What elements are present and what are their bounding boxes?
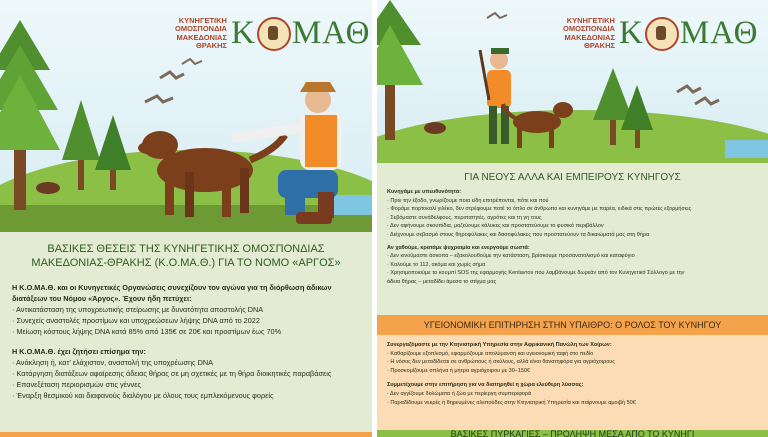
right-title: ΓΙΑ ΝΕΟΥΣ ΑΛΛΑ ΚΑΙ ΕΜΠΕΙΡΟΥΣ ΚΥΝΗΓΟΥΣ (464, 172, 681, 183)
logo-line: ΟΜΟΣΠΟΝΔΙΑ (175, 24, 227, 33)
list-item: · Επανεξέταση περιορισμών στις γέννες (12, 380, 141, 389)
list-item: · Η νόσος δεν μεταδίδεται σε ανθρώπους ή σκύλους, αλλά είναι θανατηφόρα για αγριόχοιρους (387, 359, 615, 366)
komath-logo (563, 15, 758, 52)
logo-subtitle (175, 17, 227, 51)
right-body (387, 188, 763, 287)
right-flyer-panel (377, 0, 768, 437)
left-text-box (0, 232, 372, 437)
list-item: · Κατάργηση διατάξεων αφαίρεσης άδειας θήρας σε μη σχετικές με τη θήρα διοικητικές παραβάσεις (12, 369, 332, 378)
health-text-box (377, 335, 768, 430)
section-heading: Αν χαθούμε, κρατάμε ψυχραιμία και ενεργούμε σωστά: (387, 244, 530, 251)
logo-line: ΟΜΟΣΠΟΝΔΙΑ (563, 24, 615, 33)
intro-text: Η Κ.Ο.ΜΑ.Θ. και οι Κυνηγετικές Οργανώσεις συνεχίζουν τον αγώνα για τη διόρθωση άδικων (12, 283, 332, 292)
dog-illustration (138, 131, 285, 217)
boar-icon (36, 182, 60, 194)
komath-logo (175, 15, 370, 52)
list-item: · Μείωση κόστους λήψης DNA κατά 85% από 135€ σε 20€ και προστίμων έως 70% (12, 327, 282, 336)
logo-letters: ΜΑΘ (291, 15, 371, 51)
bottom-orange-strip (0, 432, 372, 437)
list-item: · Δεν αφήνουμε σκουπίδια, μαζεύουμε κάλυκες και προστατεύουμε το φυσικό περιβάλλον (387, 223, 604, 230)
health-title-bar (377, 315, 768, 335)
bird-icon (182, 59, 202, 64)
list-item: · Καθαρίζουμε εξοπλισμό, εφαρμόζουμε απολύμανση και υγειονομική ταφή στο πεδίο (387, 350, 594, 357)
logo-line: ΚΥΝΗΓΕΤΙΚΗ (178, 15, 227, 25)
section-heading: Κυνηγάμε με υπευθυνότητα: (387, 189, 462, 195)
bird-icon (677, 86, 701, 92)
left-title-line: ΜΑΚΕΔΟΝΙΑΣ-ΘΡΑΚΗΣ (Κ.Ο.ΜΑ.Θ.) ΓΙΑ ΤΟ ΝΟΜΟ «ΑΡΓΟΣ» (31, 257, 341, 269)
health-title: ΥΓΕΙΟΝΟΜΙΚΗ ΕΠΙΤΗΡΗΣΗ ΣΤΗΝ ΥΠΑΙΘΡΟ: Ο ΡΟΛΟΣ ΤΟΥ ΚΥΝΗΓΟΥ (423, 320, 722, 330)
demands-heading: Η Κ.Ο.ΜΑ.Θ. έχει ζητήσει επίσημα την: (12, 347, 146, 356)
logo-line: ΘΡΑΚΗΣ (583, 41, 615, 50)
logo-letter: Κ (230, 15, 256, 51)
logo-line: ΘΡΑΚΗΣ (195, 41, 227, 50)
list-item: · Σεβόμαστε συνάδελφους, περιπατητές, αγρότες και τη γη τους (387, 214, 542, 221)
right-text-box (377, 163, 768, 315)
pine-tree-icon (593, 68, 633, 120)
bottom-title: ΒΑΣΙΚΕΣ ΠΥΡΚΑΓΙΕΣ – ΠΡΟΛΗΨΗ ΜΕΣΑ ΑΠΟ ΤΟ ΚΥΝΗΓΙ (450, 430, 695, 437)
bird-icon (695, 98, 719, 104)
logo-letters: ΜΑΘ (679, 15, 759, 51)
list-item: · Δείχνουμε σεβασμό στους θηροφύλακες και δασοφύλακες που προστατεύουν τα δικαιώματά μας στη θήρα (387, 231, 650, 238)
left-flyer-panel (0, 0, 372, 437)
logo-line: ΜΑΚΕΔΟΝΙΑΣ (564, 32, 615, 42)
intro-text: διατάξεων του Νόμου «Άργος». Έχουν ήδη πετύχει: (12, 294, 192, 303)
bottom-green-bar (377, 430, 768, 437)
health-body (387, 341, 763, 407)
logo-wordmark (231, 15, 371, 52)
list-item: · Καλούμε το 112, ακόμα και χωρίς σήμα (387, 261, 486, 268)
pine-tree-icon (95, 115, 131, 170)
seal-icon (645, 17, 679, 51)
logo-line: ΚΥΝΗΓΕΤΙΚΗ (566, 15, 615, 25)
list-item: · Φοράμε πορτοκαλί γιλέκο, δεν στρέφουμε ποτέ το όπλο σε άνθρωπο και κυνηγάμε με παρέα, ειδικά στις πρώτες εξορμήσεις (387, 206, 692, 213)
logo-line: ΜΑΚΕΔΟΝΙΑΣ (176, 32, 227, 42)
list-item: · Παραδίδουμε νεκρές ή θηρευμένες αλεπούδες στην Κτηνιατρική Υπηρεσία και παίρνουμε αμοιβή 50€ (387, 399, 636, 406)
logo-letter: Κ (618, 15, 644, 51)
section-heading: Συνεργαζόμαστε με την Κτηνιατρική Υπηρεσία στην Αφρικανική Πανώλη των Χοίρων: (387, 342, 612, 348)
list-item: · Προσκομίζουμε σπλήνα ή μήτρα αγριόχοιρου με 30–150€ (387, 367, 531, 374)
left-title-line: ΒΑΣΙΚΕΣ ΘΕΣΕΙΣ ΤΗΣ ΚΥΝΗΓΕΤΙΚΗΣ ΟΜΟΣΠΟΝΔΙΑΣ (47, 243, 325, 255)
pine-tree-icon (62, 100, 100, 160)
section-heading: Συμμετέχουμε στην επιτήρηση για να διατηρηθεί η χώρα ελεύθερη λύσσας: (387, 382, 584, 389)
bird-icon (487, 13, 507, 18)
left-body (12, 282, 367, 401)
list-item: · Χρησιμοποιούμε το κουμπί SOS της εφαρμογής Kentavros που λαμβάνουμε δωρεάν από τον Κυνηγετικό Σύλλογο με την (387, 270, 685, 277)
list-item: · Έναρξη θεσμικού και διαφανούς διαλόγου με όλους τους εμπλεκόμενους φορείς (12, 391, 274, 400)
boar-icon (424, 122, 446, 134)
list-item: άδεια θήρας – μεταδίδει άμεσα το στίγμα μας (387, 278, 497, 285)
list-item: · Αντικατάσταση της υποχρεωτικής στείρωσης με δυνατότητα αποστολής DNA (12, 305, 264, 314)
seal-icon (257, 17, 291, 51)
logo-subtitle (563, 17, 615, 51)
list-item: · Πριν την έξοδο, γνωρίζουμε ποια είδη επιτρέπονται, πότε και πού (387, 197, 549, 204)
bird-icon (145, 96, 173, 102)
list-item: · Συνεχείς αναστολές προστίμων και υποχρεώσεων λήψης DNA από το 2022 (12, 316, 260, 325)
logo-wordmark (619, 15, 759, 52)
lake-illustration (725, 140, 768, 158)
left-title (0, 242, 372, 270)
dog-illustration (503, 102, 573, 148)
bird-icon (160, 72, 184, 78)
hunter-illustration (480, 48, 511, 144)
list-item: · Δεν κινούμαστε άσκοπα – εξακολουθούμε την κατάσταση, βρίσκουμε προσανατολισμό και καταφύγιο (387, 253, 635, 260)
lake-illustration (330, 195, 372, 215)
list-item: · Ανάκληση ή, κατ’ ελάχιστον, αναστολή της υποχρέωσης DNA (12, 358, 213, 367)
list-item: · Δεν αγγίζουμε δολώματα ή ζώα με περίεργη συμπεριφορά (387, 390, 532, 397)
